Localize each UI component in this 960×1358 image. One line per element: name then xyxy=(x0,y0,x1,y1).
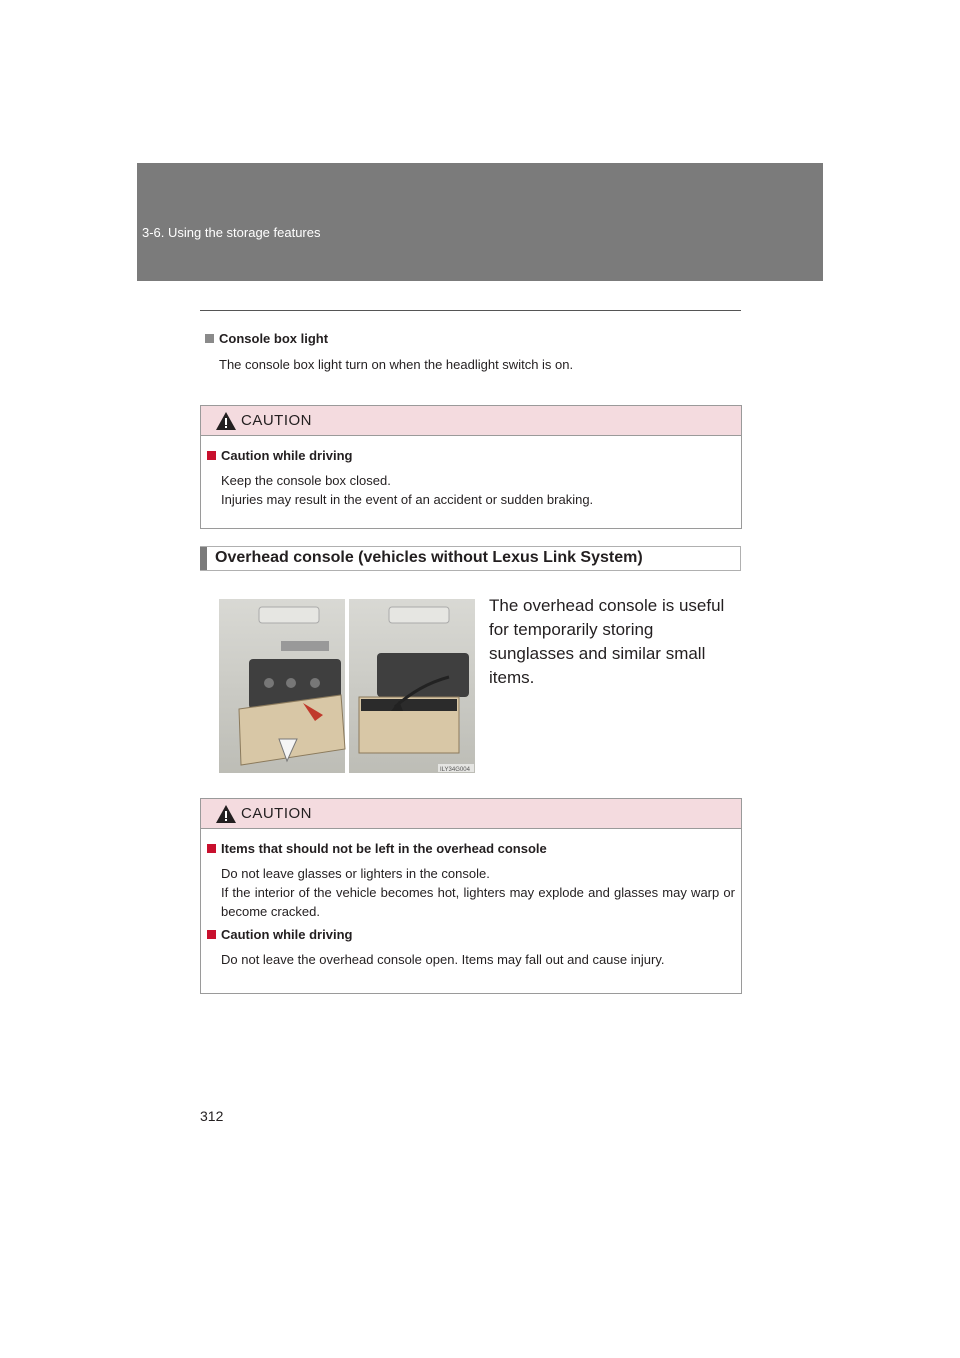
console-light-heading-text: Console box light xyxy=(219,331,329,346)
caution2-heading-text: Caution while driving xyxy=(221,927,353,942)
section-header-bar xyxy=(200,546,741,571)
caution2-heading-text: Items that should not be left in the overhead console xyxy=(221,841,547,856)
caution-box-2 xyxy=(200,798,742,994)
caution2-heading xyxy=(207,841,741,856)
warning-triangle-icon xyxy=(215,411,237,431)
caution2-line: If the interior of the vehicle becomes hot, lighters may explode and glasses may warp or become cracked. xyxy=(221,885,735,919)
caution-header xyxy=(201,799,741,829)
header-band xyxy=(137,163,823,281)
bullet-square-icon xyxy=(207,930,216,939)
caution2-line: Do not leave the overhead console open. Items may fall out and cause injury. xyxy=(221,952,665,967)
bullet-square-icon xyxy=(207,844,216,853)
console-light-text: The console box light turn on when the headlight switch is on. xyxy=(219,357,574,372)
section-title: 3-6. Using the storage features xyxy=(142,225,321,240)
caution1-line: Injuries may result in the event of an accident or sudden braking. xyxy=(221,492,594,507)
bullet-square-icon xyxy=(207,451,216,460)
caution1-heading-text: Caution while driving xyxy=(221,448,353,463)
console-light-heading xyxy=(205,331,328,346)
caution1-line: Keep the console box closed. xyxy=(221,473,391,488)
illustration-code: ILY34G004 xyxy=(440,767,470,773)
warning-triangle-icon xyxy=(215,804,237,824)
overhead-intro: The overhead console is useful for temporarily storing sunglasses and similar small items. xyxy=(489,596,725,687)
caution-label: CAUTION xyxy=(241,805,312,822)
caution1-heading xyxy=(207,448,741,463)
divider xyxy=(200,310,741,311)
caution2-line: Do not leave glasses or lighters in the console. xyxy=(221,866,490,881)
bullet-square-icon xyxy=(205,334,214,343)
page-number: 312 xyxy=(200,1108,224,1124)
caution-label: CAUTION xyxy=(241,412,312,429)
caution2-heading xyxy=(207,927,741,942)
section-tab xyxy=(200,547,207,570)
overhead-console-illustration xyxy=(219,599,475,773)
caution-box-1 xyxy=(200,405,742,529)
overhead-title: Overhead console (vehicles without Lexus Link System) xyxy=(215,549,643,566)
caution-header xyxy=(201,406,741,436)
